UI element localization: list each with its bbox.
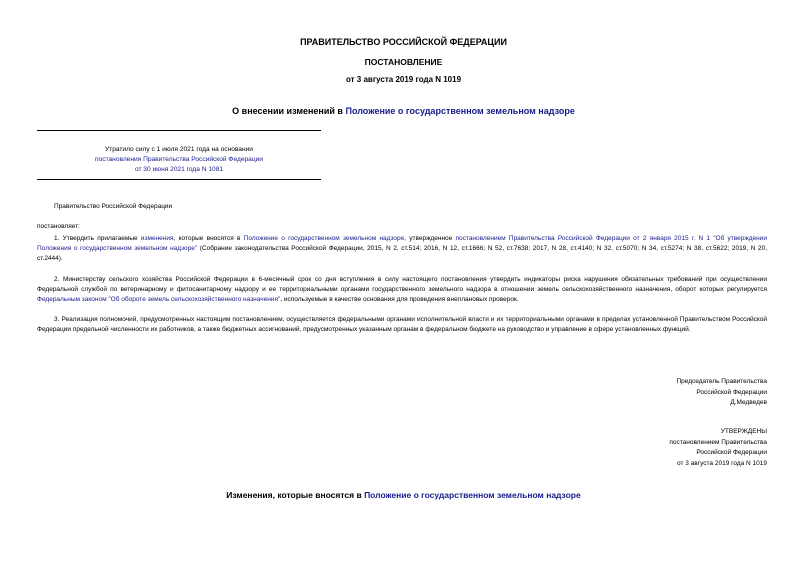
document-title [0,106,807,116]
signature-block [676,377,767,409]
p2-text-a: 2. Министерству сельского хозяйства Российской Федерации в 6-месячный срок со дня вступления в силу настоящего постановления утвердить индикаторы риска нарушения обязательных требований при осуществлении Федеральной службой по ветеринарному и фитосанитарному надзору и ее территориальными органами государственного земельного надзора в отношении земель сельскохозяйственного назначения, оборот которых регулируется [37,276,767,294]
document-date-number: от 3 августа 2019 года N 1019 [345,75,462,84]
federal-law-link[interactable]: Федеральным законом "Об обороте земель сельскохозяйственного назначения" [37,296,281,304]
document-type: ПОСТАНОВЛЕНИЕ [364,57,443,67]
approval-line: УТВЕРЖДЕНЫ [720,428,767,435]
notice-line: Утратило силу с 1 июля 2021 года на основании [105,146,253,153]
regulation-link[interactable]: Положение о государственном земельном надзоре [243,235,405,242]
approval-line: от 3 августа 2019 года N 1019 [676,459,767,467]
signature-name: Д.Медведев [730,399,767,407]
changes-link[interactable]: изменения [140,235,174,242]
approval-block [669,427,767,469]
changes-heading-prefix: Изменения, которые вносятся в [226,490,365,500]
paragraph-2 [37,275,767,306]
government-heading: ПРАВИТЕЛЬСТВО РОССИЙСКОЙ ФЕДЕРАЦИИ [300,37,507,47]
notice-bottom-divider [37,179,321,180]
repeal-decree-link[interactable]: постановления Правительства Российской Федерации [95,156,263,163]
p2-text-b: , используемые в качестве основания для проведения внеплановых проверок. [280,296,519,304]
p1-text-d: (Собрание законодательства Российской Федерации, 2015, N 2, ст.514; 2016, N 12, ст.1666; N 52, ст.7638; 2017, N 28, ст.4140; N 32, ст.5070; N 34, ст.5274; N 38, ст.5622; 2019, N 20, ст.2444). [37,245,767,263]
p1-text-a: 1. Утвердить прилагаемые [54,235,141,242]
repeal-decree-date-link[interactable]: от 30 июня 2021 года N 1081 [134,166,224,173]
signature-line: Председатель Правительства [676,378,767,385]
changes-heading-link[interactable]: Положение о государственном земельном надзоре [364,490,581,500]
title-prefix: О внесении изменений в [232,106,346,116]
p1-text-c: , утвержденное [404,235,456,242]
paragraph-3: 3. Реализация полномочий, предусмотренных настоящим постановлением, осуществляется федеральными органами исполнительной власти и их территориальными органами в пределах установленной Правительством Российской Федерации предельной численности их работников, а также бюджетных ассигнований, предусмотренных указанным органам в федеральном бюджете на руководство и управление в сфере установленных функций. [37,316,767,334]
p1-text-b: , которые вносятся в [173,235,244,242]
decree-2015-link[interactable]: постановлением Правительства Российской Федерации от 2 января 2015 г. N 1 "Об утверждении Положения о государственном земельном надзоре" [37,235,768,253]
approval-line: постановлением Правительства [669,438,767,446]
repeal-notice [37,145,321,175]
title-link[interactable]: Положение о государственном земельном надзоре [345,106,575,116]
changes-heading [0,490,807,500]
notice-top-divider [37,130,321,131]
paragraph-1 [37,234,767,265]
signature-line: Российской Федерации [696,388,767,396]
approval-line: Российской Федерации [696,449,767,457]
issuer: Правительство Российской Федерации [54,203,173,210]
decrees-word: постановляет: [37,223,80,230]
